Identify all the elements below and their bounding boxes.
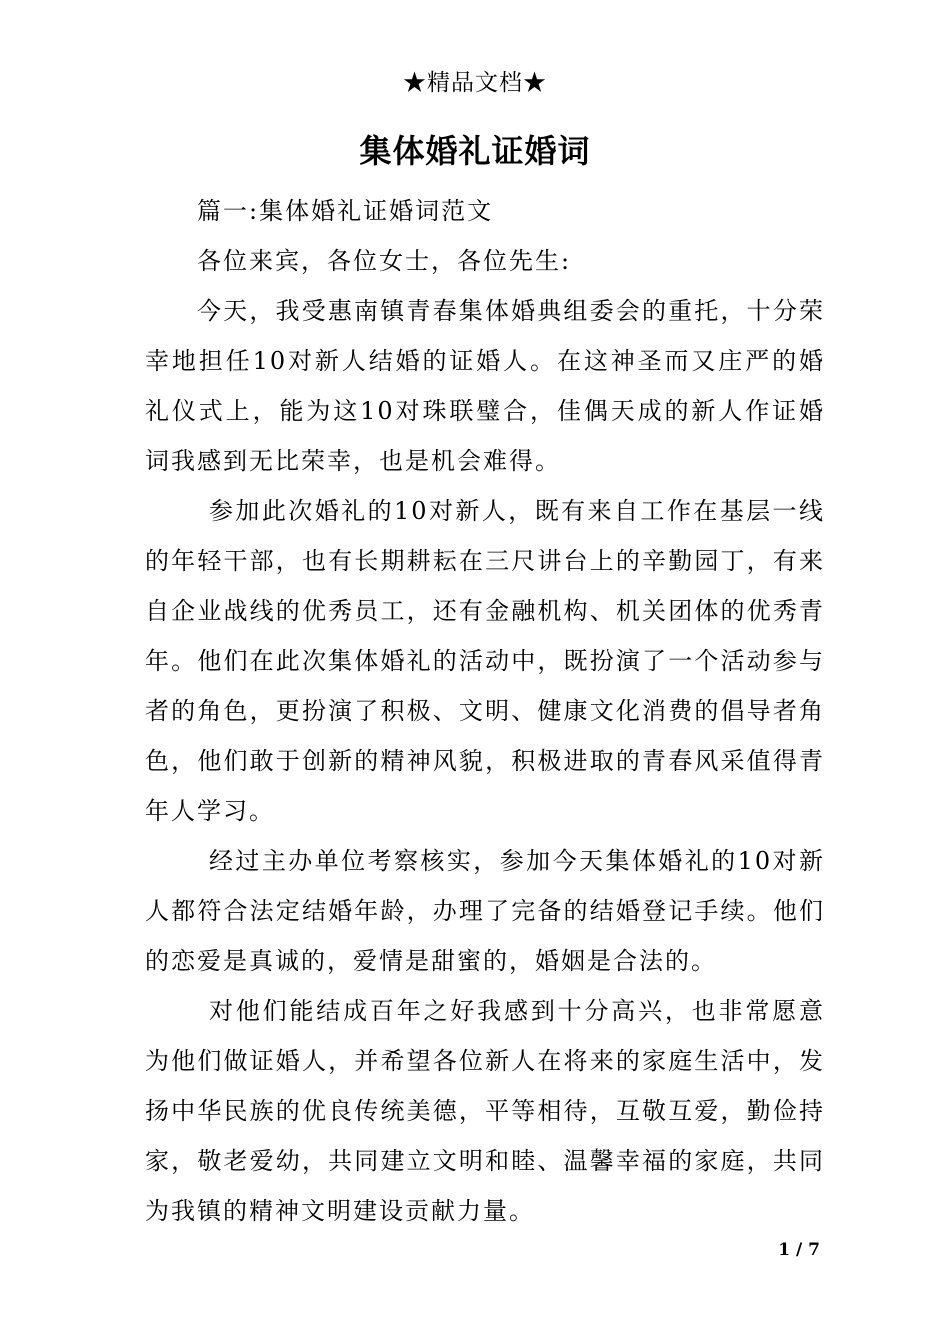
document-header: ★精品文档★ (403, 70, 547, 96)
page-number: 1 / 7 (778, 1240, 820, 1260)
paragraph-3: 经过主办单位考察核实，参加今天集体婚礼的10对新人都符合法定结婚年龄，办理了完备的结婚登记手续。他们的恋爱是真诚的，爱情是甜蜜的，婚姻是合法的。 (145, 847, 825, 975)
paragraph-4: 对他们能结成百年之好我感到十分高兴，也非常愿意为他们做证婚人，并希望各位新人在将来的家庭生活中，发扬中华民族的优良传统美德，平等相待，互敬互爱，勤俭持家，敬老爱幼，共同建立文明和睦、温馨幸福的家庭，共同为我镇的精神文明建设贡献力量。 (145, 997, 825, 1225)
paragraph-1: 今天，我受惠南镇青春集体婚典组委会的重托，十分荣幸地担任10对新人结婚的证婚人。在这神圣而又庄严的婚礼仪式上，能为这10对珠联璧合，佳偶天成的新人作证婚词我感到无比荣幸，也是机会难得。 (145, 297, 825, 475)
greeting-line: 各位来宾，各位女士，各位先生: (197, 247, 572, 275)
paragraph-2: 参加此次婚礼的10对新人，既有来自工作在基层一线的年轻干部，也有长期耕耘在三尺讲台上的辛勤园丁，有来自企业战线的优秀员工，还有金融机构、机关团体的优秀青年。他们在此次集体婚礼的活动中，既扮演了一个活动参与者的角色，更扮演了积极、文明、健康文化消费的倡导者角色，他们敢于创新的精神风貌，积极进取的青春风采值得青年人学习。 (145, 497, 825, 825)
document-body (145, 186, 825, 1236)
document-title: 集体婚礼证婚词 (359, 132, 591, 170)
section-heading: 篇一:集体婚礼证婚词范文 (197, 197, 494, 225)
